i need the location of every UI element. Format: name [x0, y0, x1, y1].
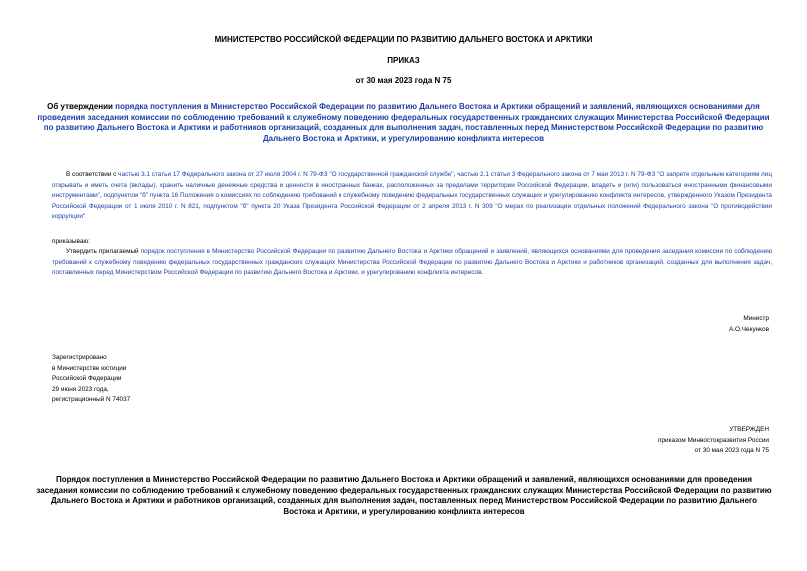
law-link-79fz-2004[interactable]: частью 3.1 статьи 17 Федерального закона от 27 июля 2004 г. N 79-ФЗ "О государственной гражданской службе" — [118, 171, 454, 178]
preamble-text: , — [99, 192, 104, 200]
approved-line: от 30 мая 2023 года N 75 — [694, 447, 769, 455]
procedure-link[interactable]: порядок поступления в Министерство Российской Федерации по развитию Дальнего Востока и Арктики обращений и заявлений, являющихся основаниями для проведения заседания комиссии по соблюдению требований к служебному поведению федеральных государственных гражданских служащих Министерства Российской Федерации по развитию Дальнего Востока и Арктики и работников организаций, созданных для выполнения задач, поставленных перед Министерством Российской Федерации по развитию Дальнего Востока и Арктики, и урегулированию конфликта интересов — [52, 248, 772, 277]
approved-block — [658, 425, 769, 457]
preamble-text: , — [198, 202, 204, 210]
registration-line: Зарегистрировано — [52, 354, 107, 361]
registration-line: регистрационный N 74037 — [52, 396, 131, 404]
preamble-text: , — [453, 171, 458, 178]
preamble-paragraph — [52, 170, 772, 223]
registration-line: в Министерстве юстиции — [52, 364, 127, 372]
ministry-heading: МИНИСТЕРСТВО РОССИЙСКОЙ ФЕДЕРАЦИИ ПО РАЗВИТИЮ ДАЛЬНЕГО ВОСТОКА И АРКТИКИ — [214, 35, 593, 44]
signature-position: Министр — [743, 315, 769, 322]
decree-link-821[interactable]: подпунктом "б" пункта 16 Положения о комиссиях по соблюдению требований к служебному поведению федеральных государственных служащих и урегулированию конфликта интересов, утвержденного Указом Президента Российской Федерации от 1 июля 2010 г. N 821 — [52, 192, 772, 210]
signature-name: А.О.Чекунков — [728, 325, 769, 333]
order-title-link[interactable]: порядка поступления в Министерство Российской Федерации по развитию Дальнего Востока и Арктики обращений и заявлений, являющихся основаниями для проведения заседания комиссии по соблюдению требований к служебному поведению федеральных государственных гражданских служащих Министерства Российской Федерации по развитию Дальнего Востока и Арктики и работников организаций, созданных для выполнения задач, поставленных перед Министерством Российской Федерации по развитию Дальнего Востока и Арктики, и урегулированию конфликта интересов — [37, 102, 770, 143]
law-link-79fz-2013[interactable]: частью 2.1 статьи 3 Федерального закона от 7 мая 2013 г. N 79-ФЗ "О запрете отдельным категориям лиц открывать и иметь счета (вклады), хранить наличные денежные средства и ценности в иностранных банках, расположенных за пределами территории Российской Федерации, владеть и (или) пользоваться иностранными финансовыми инструментами" — [52, 171, 772, 200]
procedure-title: Порядок поступления в Министерство Российской Федерации по развитию Дальнего Востока и Арктики обращений и заявлений, являющихся основаниями для проведения заседания комиссии по соблюдению требований к служебному поведению федеральных государственных гражданских служащих Министерства Российской Федерации по развитию Дальнего Востока и Арктики и работников организаций, созданных для выполнения задач, поставленных перед Министерством Российской Федерации по развитию Дальнего Востока и Арктики, и урегулированию конфликта интересов — [36, 475, 772, 516]
approve-suffix: . — [481, 269, 484, 277]
approve-paragraph — [52, 247, 772, 279]
order-title-prefix: Об утверждении — [47, 102, 116, 111]
order-title — [32, 102, 775, 144]
registration-line: Российской Федерации — [52, 375, 122, 383]
doc-type: ПРИКАЗ — [387, 56, 420, 65]
signature-block — [729, 314, 769, 335]
registration-block — [52, 353, 130, 406]
preamble-text: В соответствии с — [66, 171, 119, 178]
decree-link-309[interactable]: подпунктом "б" пункта 20 Указа Президента Российской Федерации от 2 апреля 2013 г. N 309 "О мерах по реализации отдельных положений Федерального закона "О противодействии коррупции" — [52, 202, 772, 221]
approved-line: УТВЕРЖДЕН — [729, 426, 769, 433]
registration-line: 29 июня 2023 года, — [52, 385, 109, 393]
doc-date-number: от 30 мая 2023 года N 75 — [355, 76, 452, 85]
approve-prefix: Утвердить прилагаемый — [66, 248, 141, 255]
order-word: приказываю: — [52, 238, 90, 245]
approved-line: приказом Минвостокразвития России — [657, 436, 769, 444]
